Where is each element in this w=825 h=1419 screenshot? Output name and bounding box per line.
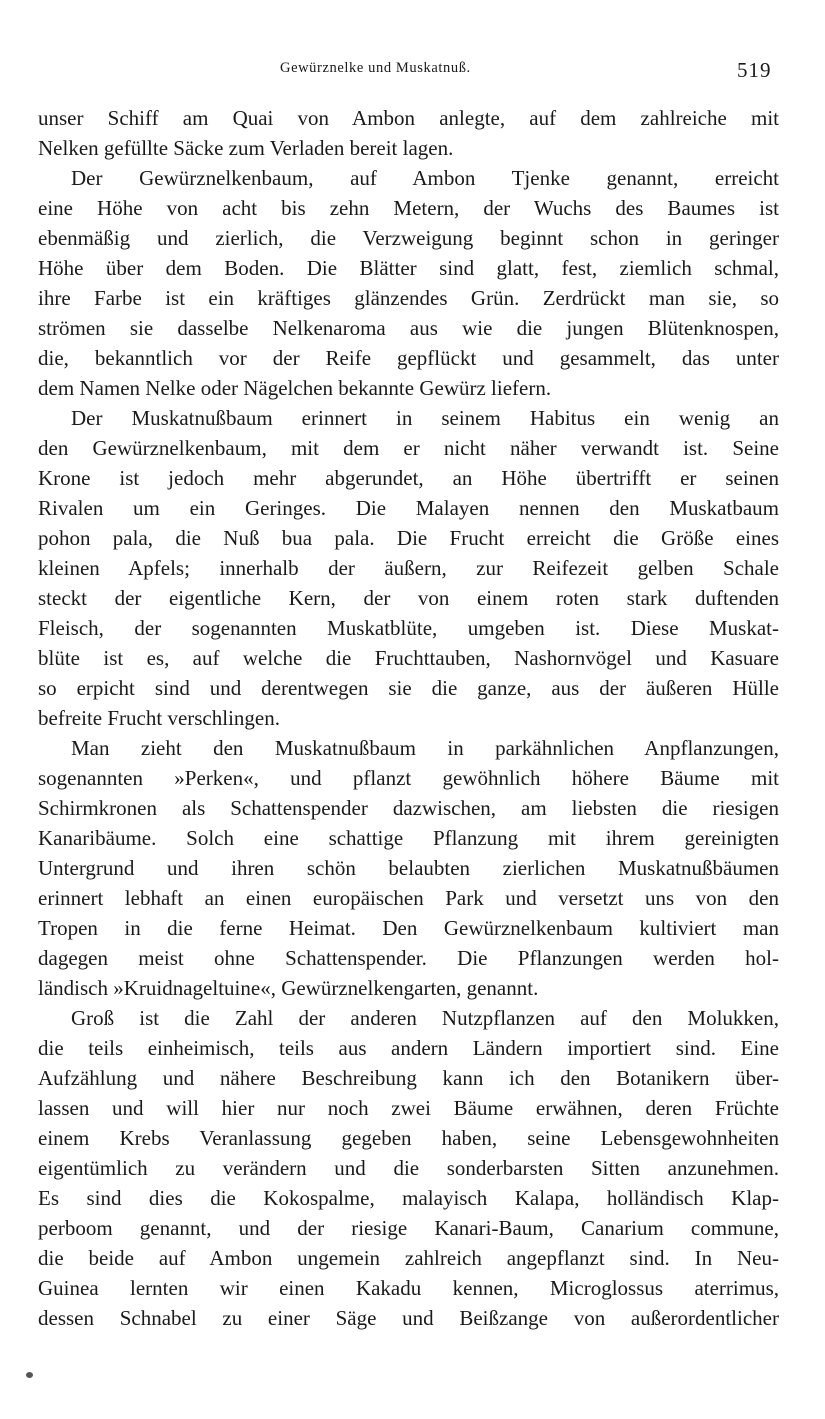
text-line: Man zieht den Muskatnußbaum in parkähnlichen Anpflanzungen,: [71, 736, 779, 760]
text-line: steckt der eigentliche Kern, der von einem roten stark duftenden: [38, 586, 779, 610]
text-line: Es sind dies die Kokospalme, malayisch Kalapa, holländisch Klap-: [38, 1186, 779, 1210]
text-line: die teils einheimisch, teils aus andern Ländern importiert sind. Eine: [38, 1036, 779, 1060]
page-header: [0, 58, 825, 88]
body-text: [38, 103, 779, 1333]
text-line: lassen und will hier nur noch zwei Bäume erwähnen, deren Früchte: [38, 1096, 779, 1120]
text-line: ebenmäßig und zierlich, die Verzweigung beginnt schon in geringer: [38, 226, 779, 250]
text-line: pohon pala, die Nuß bua pala. Die Frucht erreicht die Größe eines: [38, 526, 779, 550]
text-line: kleinen Apfels; innerhalb der äußern, zur Reifezeit gelben Schale: [38, 556, 779, 580]
text-line: Der Gewürznelkenbaum, auf Ambon Tjenke genannt, erreicht: [71, 166, 779, 190]
text-line: den Gewürznelkenbaum, mit dem er nicht näher verwandt ist. Seine: [38, 436, 779, 460]
text-line: Kanaribäume. Solch eine schattige Pflanzung mit ihrem gereinigten: [38, 826, 779, 850]
text-line: Rivalen um ein Geringes. Die Malayen nennen den Muskatbaum: [38, 496, 779, 520]
text-line: blüte ist es, auf welche die Fruchttauben, Nashornvögel und Kasuare: [38, 646, 779, 670]
text-line: so erpicht sind und derentwegen sie die ganze, aus der äußeren Hülle: [38, 676, 779, 700]
ink-speck: [26, 1372, 33, 1378]
text-line: eine Höhe von acht bis zehn Metern, der Wuchs des Baumes ist: [38, 196, 779, 220]
text-line: erinnert lebhaft an einen europäischen Park und versetzt uns von den: [38, 886, 779, 910]
running-title: Gewürznelke und Muskatnuß.: [280, 60, 471, 76]
page-number: 519: [737, 58, 772, 82]
text-line: ihre Farbe ist ein kräftiges glänzendes Grün. Zerdrückt man sie, so: [38, 286, 779, 310]
text-line: Krone ist jedoch mehr abgerundet, an Höhe übertrifft er seinen: [38, 466, 779, 490]
text-line: einem Krebs Veranlassung gegeben haben, seine Lebensgewohnheiten: [38, 1126, 779, 1150]
text-line: dagegen meist ohne Schattenspender. Die Pflanzungen werden hol-: [38, 946, 779, 970]
text-line: ländisch »Kruidnageltuine«, Gewürznelkengarten, genannt.: [38, 976, 539, 1000]
text-line: perboom genannt, und der riesige Kanari-Baum, Canarium commune,: [38, 1216, 779, 1240]
text-line: Guinea lernten wir einen Kakadu kennen, Microglossus aterrimus,: [38, 1276, 779, 1300]
text-line: Höhe über dem Boden. Die Blätter sind glatt, fest, ziemlich schmal,: [38, 256, 779, 280]
text-line: eigentümlich zu verändern und die sonderbarsten Sitten anzunehmen.: [38, 1156, 779, 1180]
text-line: dessen Schnabel zu einer Säge und Beißzange von außerordentlicher: [38, 1306, 779, 1330]
text-line: Fleisch, der sogenannten Muskatblüte, umgeben ist. Diese Muskat-: [38, 616, 779, 640]
text-line: dem Namen Nelke oder Nägelchen bekannte Gewürz liefern.: [38, 376, 552, 400]
text-line: die, bekanntlich vor der Reife gepflückt und gesammelt, das unter: [38, 346, 779, 370]
text-line: Nelken gefüllte Säcke zum Verladen bereit lagen.: [38, 136, 454, 160]
text-line: Untergrund und ihren schön belaubten zierlichen Muskatnußbäumen: [38, 856, 779, 880]
text-line: Schirmkronen als Schattenspender dazwischen, am liebsten die riesigen: [38, 796, 779, 820]
text-line: unser Schiff am Quai von Ambon anlegte, auf dem zahlreiche mit: [38, 106, 779, 130]
text-line: sogenannten »Perken«, und pflanzt gewöhnlich höhere Bäume mit: [38, 766, 779, 790]
text-line: Groß ist die Zahl der anderen Nutzpflanzen auf den Molukken,: [71, 1006, 779, 1030]
text-line: Tropen in die ferne Heimat. Den Gewürznelkenbaum kultiviert man: [38, 916, 779, 940]
text-line: strömen sie dasselbe Nelkenaroma aus wie die jungen Blütenknospen,: [38, 316, 779, 340]
text-line: Der Muskatnußbaum erinnert in seinem Habitus ein wenig an: [71, 406, 779, 430]
text-line: die beide auf Ambon ungemein zahlreich angepflanzt sind. In Neu-: [38, 1246, 779, 1270]
text-line: Aufzählung und nähere Beschreibung kann ich den Botanikern über-: [38, 1066, 779, 1090]
text-line: befreite Frucht verschlingen.: [38, 706, 280, 730]
